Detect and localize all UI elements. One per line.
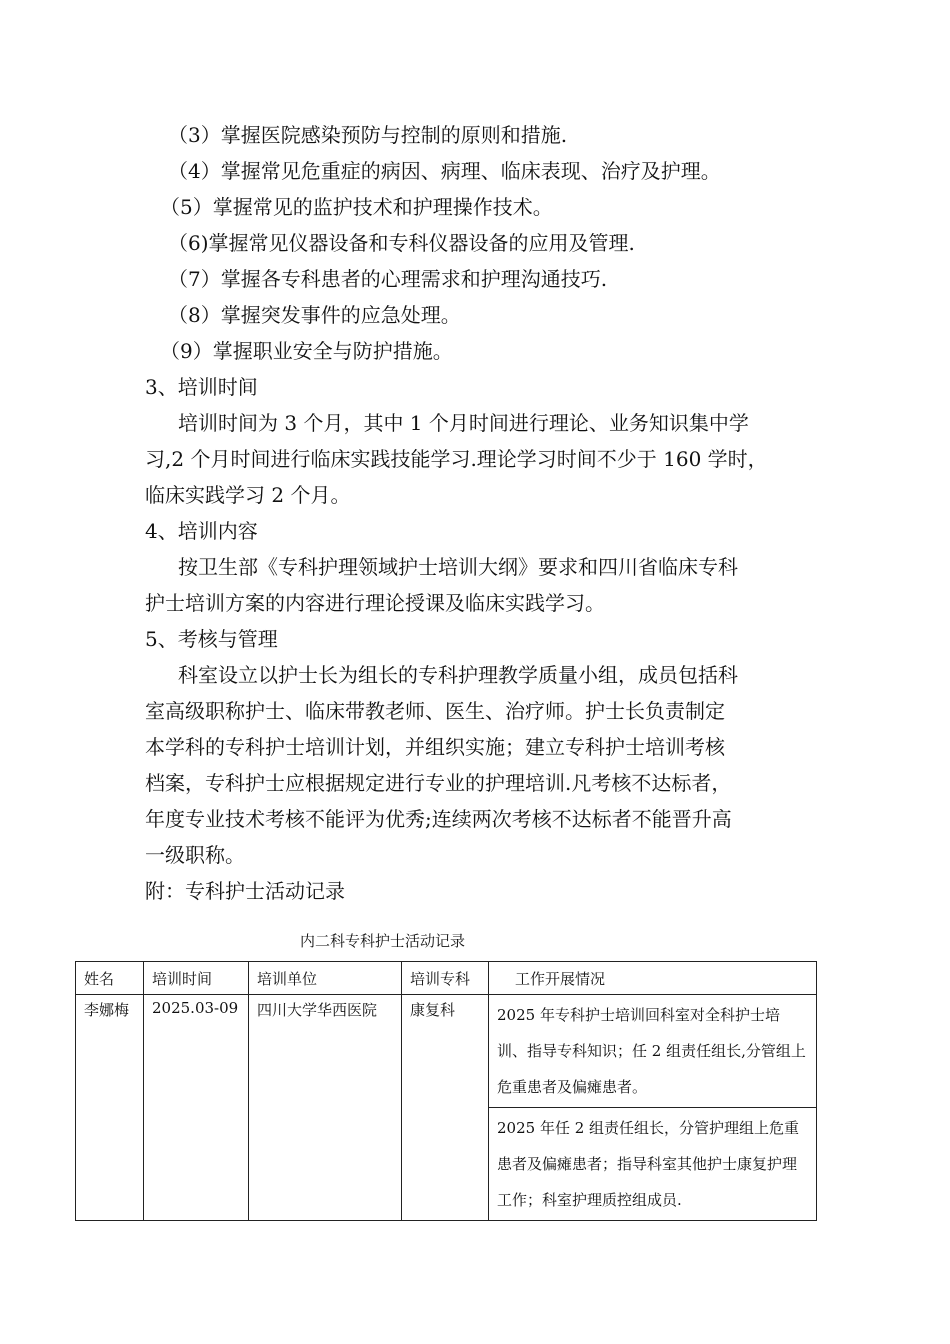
header-work: 工作开展情况 [489, 962, 817, 995]
appendix-title: 附：专科护士活动记录 [145, 879, 345, 903]
paragraph-line: 临床实践学习 2 个月。 [145, 483, 351, 507]
item-9: （9）掌握职业安全与防护措施。 [160, 339, 453, 363]
item-5: （5）掌握常见的监护技术和护理操作技术。 [160, 195, 553, 219]
paragraph-line: 科室设立以护士长为组长的专科护理教学质量小组，成员包括科 [178, 663, 738, 687]
header-date: 培训时间 [144, 962, 249, 995]
cell-unit: 四川大学华西医院 [249, 995, 402, 1221]
header-unit: 培训单位 [249, 962, 402, 995]
item-7: （7）掌握各专科患者的心理需求和护理沟通技巧. [168, 267, 608, 291]
header-specialty: 培训专科 [402, 962, 489, 995]
paragraph-line: 习,2 个月时间进行临床实践技能学习.理论学习时间不少于 160 学时， [145, 447, 768, 471]
cell-specialty: 康复科 [402, 995, 489, 1221]
cell-name: 李娜梅 [76, 995, 144, 1221]
paragraph-line: 档案，专科护士应根据规定进行专业的护理培训.凡考核不达标者， [145, 771, 732, 795]
paragraph-line: 本学科的专科护士培训计划，并组织实施；建立专科护士培训考核 [145, 735, 725, 759]
cell-date: 2025.03-09 [144, 995, 249, 1221]
item-4: （4）掌握常见危重症的病因、病理、临床表现、治疗及护理。 [168, 159, 721, 183]
table-row [76, 995, 817, 1221]
cell-work [489, 995, 817, 1221]
paragraph-line: 一级职称。 [145, 843, 245, 867]
paragraph-line: 培训时间为 3 个月，其中 1 个月时间进行理论、业务知识集中学 [178, 411, 749, 435]
table-header-row [76, 962, 817, 995]
item-3: （3）掌握医院感染预防与控制的原则和措施. [168, 123, 568, 147]
header-name: 姓名 [76, 962, 144, 995]
work-entry-1: 2025 年专科护士培训回科室对全科护士培训、指导专科知识；任 2 组责任组长,分管组上危重患者及偏瘫患者。 [489, 995, 816, 1108]
paragraph-line: 护士培训方案的内容进行理论授课及临床实践学习。 [145, 591, 605, 615]
section-heading-3: 3、培训时间 [145, 375, 258, 399]
section-heading-4: 4、培训内容 [145, 519, 258, 543]
paragraph-line: 年度专业技术考核不能评为优秀;连续两次考核不达标者不能晋升高 [145, 807, 732, 831]
work-entry-2: 2025 年任 2 组责任组长，分管护理组上危重患者及偏瘫患者；指导科室其他护士康复护理工作；科室护理质控组成员. [497, 1119, 800, 1209]
activity-table [75, 961, 817, 1221]
table-caption: 内二科专科护士活动记录 [300, 932, 466, 950]
paragraph-line: 按卫生部《专科护理领域护士培训大纲》要求和四川省临床专科 [178, 555, 738, 579]
section-heading-5: 5、考核与管理 [145, 627, 278, 651]
item-6: （6)掌握常见仪器设备和专科仪器设备的应用及管理. [168, 231, 635, 255]
item-8: （8）掌握突发事件的应急处理。 [168, 303, 461, 327]
paragraph-line: 室高级职称护士、临床带教老师、医生、治疗师。护士长负责制定 [145, 699, 725, 723]
